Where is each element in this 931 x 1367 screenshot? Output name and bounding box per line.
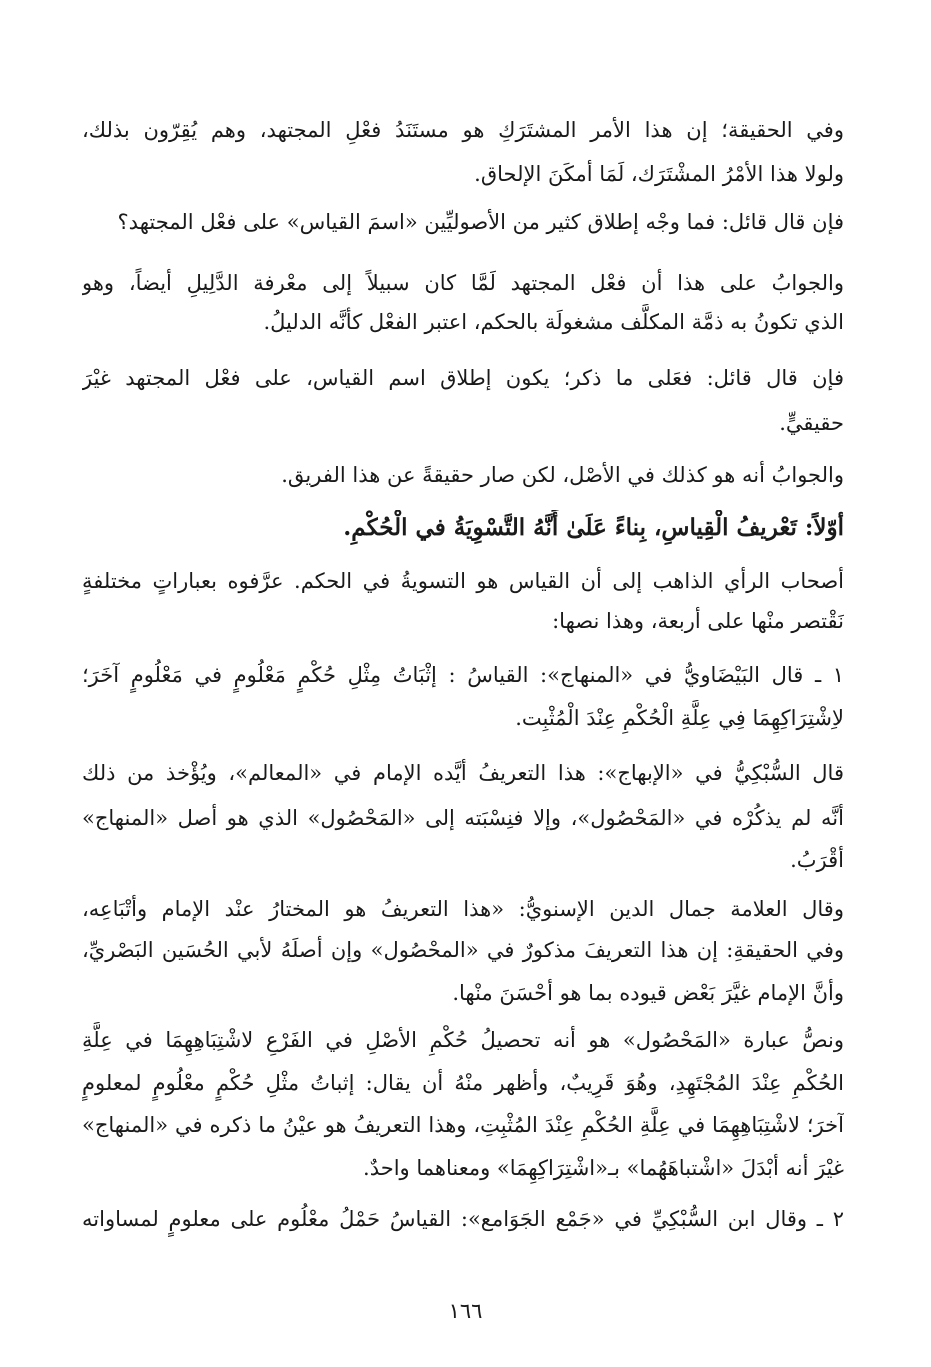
text-line: غيْرَ أنه أبْدَلَ «اشْتباهَهُما» بـ«اشْتِرَاكِهِمَا» ومعناهما واحدٌ. xyxy=(363,1156,844,1180)
text-line: حقيقيٍّ. xyxy=(779,411,844,435)
text-line: ٢ ـ وقال ابن السُّبْكِيِّ في «جَمْع الجَوَامع»: القياسُ حَمْلُ معْلُوم على معلومٍ لمساواته xyxy=(82,1207,844,1231)
text-line: لاِشْتِرَاكِهِمَا فِي عِلَّةِ الْحُكْمِ عِنْدَ الْمُثْبِت. xyxy=(515,706,844,730)
text-line: فإن قال قائل: فما وجْه إطلاق كثير من الأصوليِّين «اسمَ القياس» على فعْل المجتهد؟ xyxy=(117,210,844,234)
text-line: ونصُّ عبارة «المَحْصُول» هو أنه تحصيلُ حُكْمِ الأصْلِ في الفَرْعِ لاشْتِبَاهِهِمَا في عِلَّةِ xyxy=(82,1028,844,1052)
text-line: وأنَّ الإمام غيَّرَ بَعْض قيوده بما هو أحْسَنَ منْها. xyxy=(452,981,844,1005)
text-line: وفي الحقيقةِ: إن هذا التعريفَ مذكورٌ في «المحْصُول» وإن أصلَهُ لأبي الحُسَين البَصْريِّ، xyxy=(82,938,844,962)
section-heading: أوّلاً: تَعْريفُ الْقِياسِ، بِناءً عَلَىٰ أَنَّهُ التَّسْوِيَةُ في الْحُكْمِ. xyxy=(343,514,844,541)
text-line: قال السُّبْكِيُّ في «الإبهاج»: هذا التعريفُ أيَّده الإمام في «المعالم»، ويُؤْخذ من ذلك xyxy=(82,761,844,785)
page-number: ١٦٦ xyxy=(448,1299,483,1323)
text-line: ولولا هذا الأمْرُ المشْتَرَك، لَمَا أمكَنَ الإلحاق. xyxy=(474,162,844,186)
text-line: آخرَ؛ لاشْتِبَاهِهِمَا في عِلَّةِ الحُكْمِ عِنْدَ المُثْبِتِ، وهذا التعريفُ هو عيْنُ ما ذكره في «المنهاج» xyxy=(82,1113,844,1137)
text-line: ١ ـ قال البَيْضَاويُّ في «المنهاج»: القياسُ : إثْبَاتُ مِثْلِ حُكْمٍ مَعْلُومٍ في مَعْلُومٍ آخَرَ؛ xyxy=(82,663,844,687)
text-line: فإن قال قائل: فعَلى ما ذكر؛ يكون إطلاق اسم القياس، على فعْل المجتهد غيْرَ xyxy=(82,366,844,390)
text-line: نَقْتصر منْها على أربعة، وهذا نصها: xyxy=(552,609,844,633)
text-line: الحُكْمِ عِنْدَ المُجْتَهِدِ، وهُوَ قَرِيبٌ، وأظهر منْهُ أن يقال: إثباتُ مثْلِ حُكْمٍ معْلُومٍ لمعلومٍ xyxy=(82,1071,844,1095)
text-line: والجوابُ على هذا أن فعْل المجتهد لَمَّا كان سبيلاً إلى معْرفة الدَّلِيلِ أيضاً، وهو xyxy=(82,271,844,295)
text-line: وفي الحقيقة؛ إن هذا الأمر المشتَرَكِ هو مستَنَدُ فعْلِ المجتهد، وهم يُقِرّون بذلك، xyxy=(82,118,844,142)
text-line: أنَّه لم يذكُرْه في «المَحْصُول»، وإلا فنِسْبَته إلى «المَحْصُول» الذي هو أصل «المنهاج» xyxy=(82,806,844,830)
text-line: أصحاب الرأي الذاهب إلى أن القياس هو التسويةُ في الحكم. عرَّفوه بعباراتٍ مختلفةٍ xyxy=(82,569,844,593)
text-line: وقال العلامة جمال الدين الإسنويُّ: «هذا التعريفُ هو المختارُ عنْد الإمام وأتْبَاعِه، xyxy=(82,897,844,921)
text-line: الذي تكونُ به ذمَّة المكلَّف مشغولَة بالحكم، اعتبر الفعْل كأنَّه الدليلُ. xyxy=(263,310,844,334)
text-line: أقْرَبُ. xyxy=(790,848,844,872)
text-line: والجوابُ أنه هو كذلك في الأصْل، لكن صار حقيقةً عن هذا الفريق. xyxy=(281,463,844,487)
